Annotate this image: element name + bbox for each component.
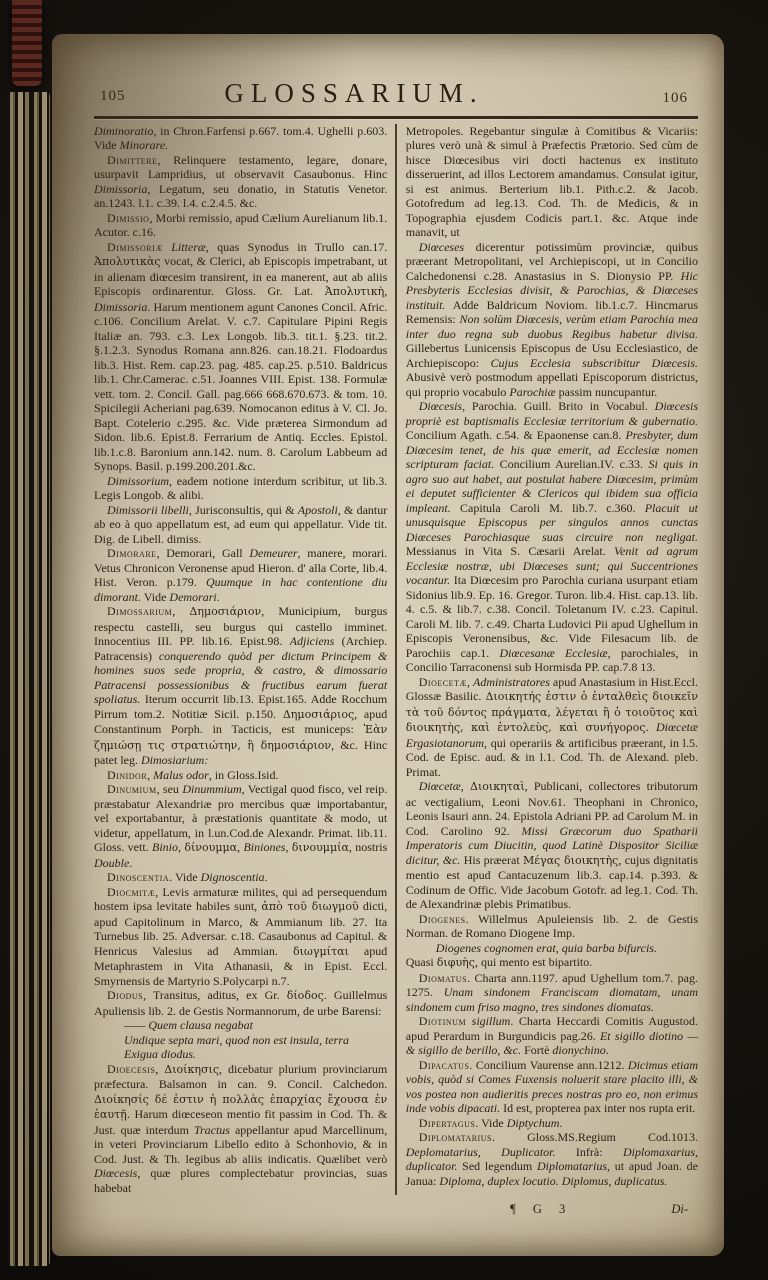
catchword: Di- — [671, 1202, 688, 1216]
page-header — [94, 78, 698, 114]
glossary-paragraph: Dimissio, Morbi remissio, apud Cælium Aurelianum lib.1. Acutor. c.16. — [94, 210, 388, 239]
book-page — [52, 34, 724, 1256]
right-text-column — [397, 124, 698, 1196]
glossary-paragraph: Dimittere, Relinquere testamento, legare, donare, usurpavit Lampridius, ut observavit Casaubonus. Hinc Dimissoria, Legatum, seu donatio, in Statutis Venetor. an.1243. l.1. c.39. l.4. c.2.4.5. &c. — [94, 152, 388, 210]
header-rule — [94, 116, 698, 119]
verse-line: Exigua diodus. — [124, 1047, 196, 1061]
page-number-left: 105 — [100, 88, 126, 104]
glossary-paragraph: Quasi διφυὴς, qui mento est bipartito. — [405, 955, 593, 969]
glossary-paragraph: Diœcetæ, Διοικηταὶ, Publicani, collectores tributorum ac vectigalium, Leoni Nov.61. Theophani in Chronico, Leonis Isauri ann. 24. Epistola Adriani PP. ad Carolum M. in Cod. Carolino 92. Missi Græcorum duo Spatharii Imperatoris cum Diucitin, quod Latinè Dispositor Siciliæ dicitur, &c. His præerat Μέγας διοικητὴς, cujus dignitatis mentio est apud Cantacuzenum lib.3. cap.14. p.393. & Codinum de Offic. Vide Jacobum Gotofr. ad leg.1. Cod. Th. de Alexandrinæ plebis Primatibus. — [405, 779, 698, 911]
glossary-paragraph: Diotinum sigillum. Charta Heccardi Comitis Augustod. apud Perardum in Burgundicis pag.26. Et sigillo diotino — & sigillo de berillo, &c. Fortè dionychino. — [405, 1014, 698, 1057]
verse-line: —— Quem clausa negabat — [124, 1018, 253, 1032]
page-number-right: 106 — [662, 90, 688, 106]
page-footer — [402, 1202, 698, 1217]
glossary-paragraph: Diminoratio, in Chron.Farfensi p.667. tom.4. Ughelli p.603. Vide Minorare. — [94, 123, 388, 152]
left-text-column — [94, 124, 395, 1196]
signature-mark: ¶ G 3 — [510, 1202, 573, 1216]
glossary-paragraph: Diomatus. Charta ann.1197. apud Ughellum tom.7. pag. 1275. Unam sindonem Franciscam diomatam, unam sindonem cum friso magno, tres sindones diomatas. — [405, 970, 698, 1014]
glossary-paragraph: Dioecetæ, Administratores apud Anastasium in Hist.Eccl. Glossæ Basilic. Διοικητής ἐστιν ὁ ἐνταλθεὶς διοικεῖν τὰ τοῦ δόντος πράγματα, λέγεται ἢ ὁ τοιοῦτος καὶ διοικητὴς, καὶ ἐντολεὺς, καὶ συνήγορος. Diœcetæ Ergasiotanorum, qui operariis & artificibus præerant, in l.5. Cod. de Episc. aud. & in l.1. Cod. Th. de Alexand. pleb. Primat. — [405, 674, 699, 779]
glossary-paragraph: Diodus, Transitus, aditus, ex Gr. δίοδος. Guillelmus Apuliensis lib. 2. de Gestis Normannorum, de urbe Barensi: — [94, 988, 388, 1018]
glossary-paragraph: Dimorare, Demorari, Gall Demeurer, manere, morari. Vetus Chronicon Veronense apud Hieron. d' alla Corte, lib.4. Hist. Veron. p.179. Quumque in hac contentione diu dimorant. Vide Demorari. — [94, 546, 388, 604]
glossary-paragraph: Dinidor, Malus odor, in Gloss.Isid. — [107, 767, 279, 782]
text-columns — [94, 124, 698, 1196]
glossary-paragraph: Dipacatus. Concilium Vaurense ann.1212. Dicimus etiam vobis, quòd si Comes Fuxensis noluerit stare placito illi, & vos postea non audieritis preces nostras pro eo, non erimus inde vobis dipacati. Id est, propterea pax inter nos rupta erit. — [405, 1057, 698, 1115]
verse-line: Diogenes cognomen erat, quia barba bifurcis. — [435, 940, 657, 955]
glossary-paragraph: Dipertagus. Vide Diptychum. — [418, 1115, 563, 1130]
glossary-paragraph: Diœcesis, Parochia. Guill. Brito in Vocabul. Diœcesis propriè est baptismalis Ecclesiæ territorium & gubernatio. Concilium Agath. c.54. & Epaonense can.8. Presbyter, dum Diœcesim tenet, de his quæ emerit, ad Ecclesiæ nomen scripturam faciat. Concilium Aurelian.IV. c.33. Si quis in agro suo aut habet, aut postulat habere Diœcesim, primùm ei deputet sufficienter & Clericos qui ibidem sua officia impleant. Capitula Caroli M. lib.7. c.360. Placuit ut unusquisque Episcopus per singulos annos cunctas Diœceses Parochiasque suas circuire non negligat. Messianus in Vita S. Cæsarii Arelat. Venit ad agrum Ecclesiæ nostræ, ubi Diœceses sunt; qui Succentriones vocantur. Ita Diœcesim pro Parochia curiana usurpant etiam Sidonius lib.9. Ep. 16. Gregor. Turon. lib.4. Hist. cap.13. lib. 4. c.5. & lib.7. c.38. Concil. Toletanum IV. c.23. Capitul. Caroli M. lib. 7. c.49. Charta Ludovici Pii apud Ughellum in Episcopis Veronensibus, &c. Vide Filesacum lib. de Parochiis cap.1. Diœcesanæ Ecclesiæ, parochiales, in Concilio Tarraconensi sub Hormisda PP. cap.7.8 13. — [405, 399, 699, 674]
glossary-paragraph: Dimissorii libelli, Jurisconsultis, qui & Apostoli, & dantur ab eo à quo appellatum est, ad eum qui appellatur. Vide tit. Dig. de Libell. dimiss. — [94, 502, 388, 546]
glossary-paragraph: Metropoles. Regebantur singulæ à Comitibus & Vicariis: plures verò unà & simul à Præfectis Prætorio. Sed cùm de hisce Diœcesibus viri docti hactenus ex instituto disseruerint, ad illos Lectorem amandamus. Consulat igitur, si est animus. Berterium lib.1. Pith.c.2. & Jacob. Gotofredum ad leg.13. Cod. Th. de Medicis, & in Topographia ejusdem Codicis part.1. &c. Atque inde manavit, ut — [405, 123, 698, 239]
glossary-paragraph: Diplomatarius. Gloss.MS.Regium Cod.1013. Deplomatarius, Duplicator. Infrà: Diplomaxarius, duplicator. Sed legendum Diplomatarius, ut apud Joan. de Janua: Diploma, duplex locutio. Diplomus, duplicatus. — [405, 1130, 698, 1188]
glossary-paragraph: Dimissoriæ Litteræ, quas Synodus in Trullo can.17. Ἀπολυτικὰς vocat, & Clerici, ab Episcopis impetrabant, ut in alienam diœcesim transirent, in ea manerent, aut ab aliis Episcopis ordinarentur. Gloss. Gr. Lat. Ἀπολυτικὴ, Dimissoria. Harum mentionem agunt Canones Concil. Afric. c.106. Concilium Arelat. V. c.7. Capitulare Pipini Regis Italiæ an. 793. c.3. Lex Longob. lib.3. tit.1. §.23. tit.2. §.1.2.3. Synodus Romana ann.826. can.18.21. Flodoardus lib.3. Hist. Rem. cap.23. pag. 485. cap.25. p.510. Baldricus lib.1. Chr.Camerac. c.51. Joannes VIII. Epist. 138. Formulæ vett. tom. 2. Concil. Gall. pag.666 668.670.673. & tom. 10. Spicilegii Acheriani pag.639. Nomocanon editus à V. Cl. Jo. Bapt. Cotelerio c.295. &c. Vide præterea Sirmondum ad Sidon. lib.6. Epist.8. Ferrarium de Antiq. Eccles. Epistol. lib.1.c.8. Baronium ann.142. num. 8. Carolum Labbeum ad Synops. Basil. p.199.200.201.&c. — [94, 239, 388, 473]
book-spine-headband — [12, 0, 42, 86]
glossary-paragraph: Dimossarium, Δημοσιάριον, Municipium, burgus respectu castelli, seu burgus qui castello imminet. Innocentius III. PP. lib.16. Epist.98. Adjiciens (Archiep. Patracensis) conquerendo quòd per dictum Principem & homines suos sede propria, & castro, & dimossario Patracensi possessionibus & fructibus earum fuerat spoliatus. Iterum occurrit lib.13. Epist.165. Adde Rocchum Pirrum tom.2. Notitiæ Sicil. p.150. Δημοσιάριος, apud Constantinum Porph. in Tacticis, est municeps: Ἐὰν ζημιώσῃ τις στρατιώτην, ἢ δημοσιάριον, &c. Hinc patet leg. Dimosiarium: — [94, 604, 388, 767]
running-title: GLOSSARIUM. — [224, 78, 484, 108]
glossary-paragraph: Diogenes. Willelmus Apuleiensis lib. 2. de Gestis Norman. de Romano Diogene Imp. — [405, 911, 698, 940]
book-page-edges — [8, 92, 50, 1266]
verse-line: Undique septa mari, quod non est insula, terra — [124, 1032, 349, 1047]
glossary-paragraph: Diœceses dicerentur potissimùm provinciæ, quibus præerant Metropolitani, vel Archiepiscopi, ut in Concilio Calchedonensi c.28. Anastasius in S. Dionysio PP. Hic Presbyteris Ecclesias divisit, & Parochias, & Diœceses instituit. Adde Baldricum Noviom. lib.1.c.7. Hincmarus Remensis: Non solùm Diœcesis, verùm etiam Parochia mea inter duo regna sub duobus Regibus habetur divisa. Gillebertus Lunicensis Episcopus de Usu Ecclesiastico, de Archiepiscopo: Cujus Ecclesia subscribitur Diœcesis. Abusivè verò postmodum appellati Episcoporum districtus, qui proprio vocabulo Parochiæ passim nuncupantur. — [405, 239, 699, 399]
glossary-paragraph: Dinoscentia. Vide Dignoscentia. — [107, 870, 268, 884]
glossary-paragraph: Diocmitæ, Levis armaturæ milites, qui ad persequendum hostem ipsa levitate habiles sunt, ἀπὸ τοῦ διωγμοῦ dicti, apud Capitolinum in Marco, & Ammianum lib. 27. Ita Turnebus lib. 25. Adversar. c.18. Casaubonus ad Capitul. & Henricus Valesius ad Ammian. διωγμίται apud Metaphrastem in Vita Athanasii, & in Epist. Eccl. Smyrnensis de Martyrio S.Polycarpi n.7. — [94, 884, 388, 988]
glossary-paragraph: Dimissorium, eadem notione interdum scribitur, ut lib.3. Legis Longob. & alibi. — [94, 473, 388, 502]
glossary-paragraph: Dinumium, seu Dinummium, Vectigal quod fisco, vel reip. præstabatur Alexandriæ pro mercibus quæ importabantur, vel exportabantur, à præstationis quantitate & modo, ut videtur, appellatum, in l.un.Cod.de Alexandr. Primat. lib.11. Gloss. vett. Binio, δίνουμμα, Biniones, δινουμμία, nostris Double. — [94, 782, 388, 870]
glossary-paragraph: Dioecesis, Διοίκησις, dicebatur plurium provinciarum præfectura. Balsamon in can. 9. Concil. Calchedon. Διοίκησίς δέ ἐστιν ἡ πολλὰς ἐπαρχίας ἔχουσα ἐν ἑαυτῇ. Harum diœceseon mentio fit passim in Cod. Th. & Just. quæ interdum Tractus appellantur apud Marcellinum, in veteri Provinciarum Libello edito à Schonhovio, & in Cod. Just. & Th. legibus ab aliis indicatis. Quælibet verò Diœcesis, quæ plures complectebatur provincias, suas habebat — [94, 1061, 388, 1195]
